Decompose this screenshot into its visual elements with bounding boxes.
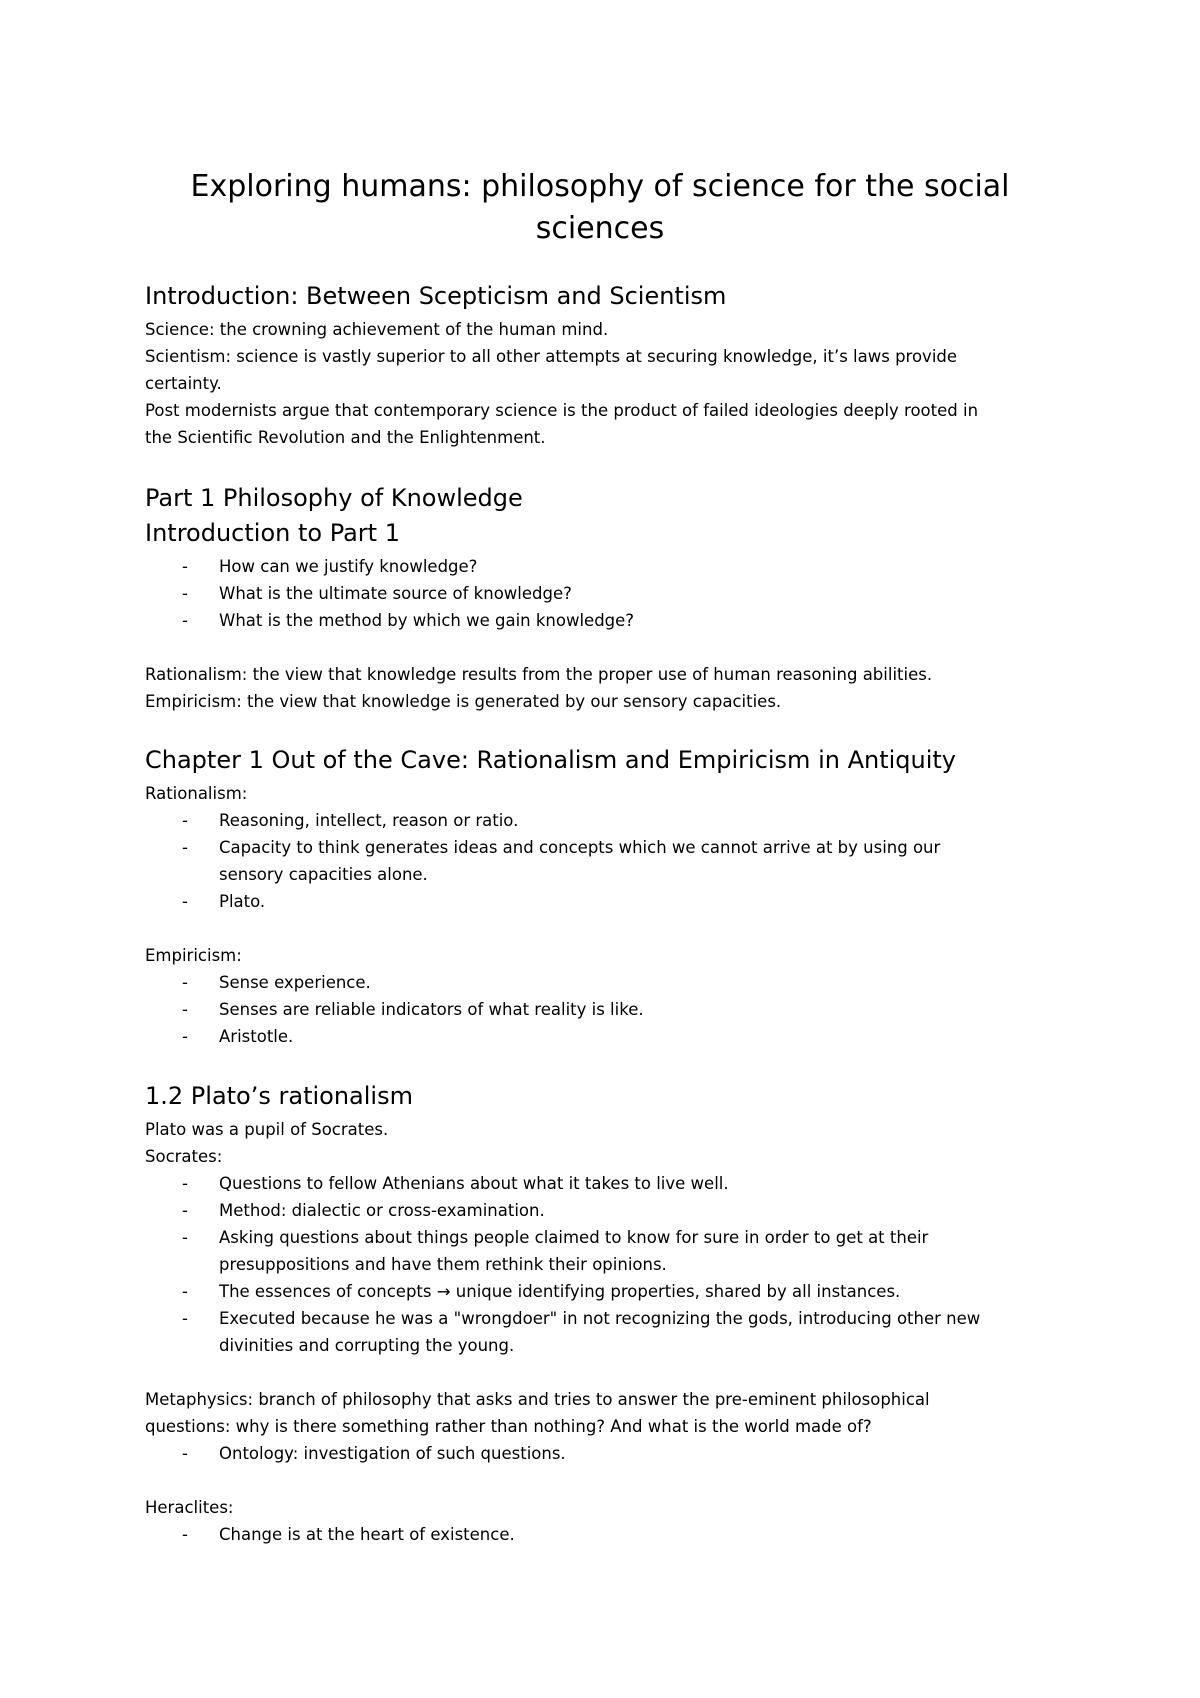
list-item-continued: presuppositions and have them rethink their opinions. bbox=[219, 1255, 667, 1274]
list-bullet: - bbox=[182, 811, 188, 830]
list-bullet: - bbox=[182, 1174, 188, 1193]
label-rationalism: Rationalism: bbox=[145, 784, 248, 803]
label-socrates: Socrates: bbox=[145, 1147, 223, 1166]
heading-section-1-2: 1.2 Plato’s rationalism bbox=[145, 1082, 413, 1110]
list-item: Aristotle. bbox=[219, 1027, 294, 1046]
paragraph-post-modernists: Post modernists argue that contemporary science is the product of failed ideologies deeply rooted in bbox=[145, 401, 979, 420]
paragraph-rationalism-definition: Rationalism: the view that knowledge results from the proper use of human reasoning abilities. bbox=[145, 665, 933, 684]
list-bullet: - bbox=[182, 973, 188, 992]
paragraph-post-modernists-continued: the Scientific Revolution and the Enlightenment. bbox=[145, 428, 546, 447]
list-bullet: - bbox=[182, 557, 188, 576]
label-heraclites: Heraclites: bbox=[145, 1498, 234, 1517]
list-item: Plato. bbox=[219, 892, 266, 911]
paragraph-scientism: Scientism: science is vastly superior to all other attempts at securing knowledge, it’s laws provide bbox=[145, 347, 958, 366]
paragraph-metaphysics: Metaphysics: branch of philosophy that asks and tries to answer the pre-eminent philosophical bbox=[145, 1390, 930, 1409]
list-item: What is the ultimate source of knowledge? bbox=[219, 584, 572, 603]
list-bullet: - bbox=[182, 1309, 188, 1328]
label-empiricism: Empiricism: bbox=[145, 946, 242, 965]
list-item: The essences of concepts → unique identifying properties, shared by all instances. bbox=[219, 1282, 901, 1301]
list-bullet: - bbox=[182, 1525, 188, 1544]
list-item: Senses are reliable indicators of what reality is like. bbox=[219, 1000, 644, 1019]
heading-chapter-1: Chapter 1 Out of the Cave: Rationalism and Empiricism in Antiquity bbox=[145, 746, 957, 774]
paragraph-plato-pupil: Plato was a pupil of Socrates. bbox=[145, 1120, 389, 1139]
list-bullet: - bbox=[182, 1282, 188, 1301]
list-bullet: - bbox=[182, 892, 188, 911]
document-title-continued: sciences bbox=[535, 211, 665, 246]
list-item: Method: dialectic or cross-examination. bbox=[219, 1201, 545, 1220]
list-bullet: - bbox=[182, 584, 188, 603]
list-bullet: - bbox=[182, 1228, 188, 1247]
paragraph-empiricism-definition: Empiricism: the view that knowledge is generated by our sensory capacities. bbox=[145, 692, 782, 711]
list-item: What is the method by which we gain knowledge? bbox=[219, 611, 635, 630]
list-bullet: - bbox=[182, 611, 188, 630]
paragraph-scientism-continued: certainty. bbox=[145, 374, 222, 393]
list-item: Executed because he was a "wrongdoer" in not recognizing the gods, introducing other new bbox=[219, 1309, 981, 1328]
paragraph-science: Science: the crowning achievement of the human mind. bbox=[145, 320, 609, 339]
list-bullet: - bbox=[182, 1000, 188, 1019]
list-item: Capacity to think generates ideas and concepts which we cannot arrive at by using our bbox=[219, 838, 941, 857]
list-item: Ontology: investigation of such questions. bbox=[219, 1444, 566, 1463]
list-item: How can we justify knowledge? bbox=[219, 557, 478, 576]
list-item-continued: divinities and corrupting the young. bbox=[219, 1336, 515, 1355]
paragraph-metaphysics-continued: questions: why is there something rather than nothing? And what is the world made of? bbox=[145, 1417, 872, 1436]
list-item: Change is at the heart of existence. bbox=[219, 1525, 515, 1544]
list-item: Asking questions about things people claimed to know for sure in order to get at their bbox=[219, 1228, 929, 1247]
list-item: Sense experience. bbox=[219, 973, 371, 992]
list-bullet: - bbox=[182, 1027, 188, 1046]
list-bullet: - bbox=[182, 1201, 188, 1220]
list-item: Questions to fellow Athenians about what it takes to live well. bbox=[219, 1174, 729, 1193]
heading-part-1: Part 1 Philosophy of Knowledge bbox=[145, 484, 523, 512]
list-item-continued: sensory capacities alone. bbox=[219, 865, 428, 884]
list-bullet: - bbox=[182, 1444, 188, 1463]
heading-introduction: Introduction: Between Scepticism and Scientism bbox=[145, 282, 727, 310]
heading-introduction-part-1: Introduction to Part 1 bbox=[145, 519, 400, 547]
list-bullet: - bbox=[182, 838, 188, 857]
list-item: Reasoning, intellect, reason or ratio. bbox=[219, 811, 519, 830]
document-title: Exploring humans: philosophy of science for the social bbox=[190, 169, 1010, 204]
